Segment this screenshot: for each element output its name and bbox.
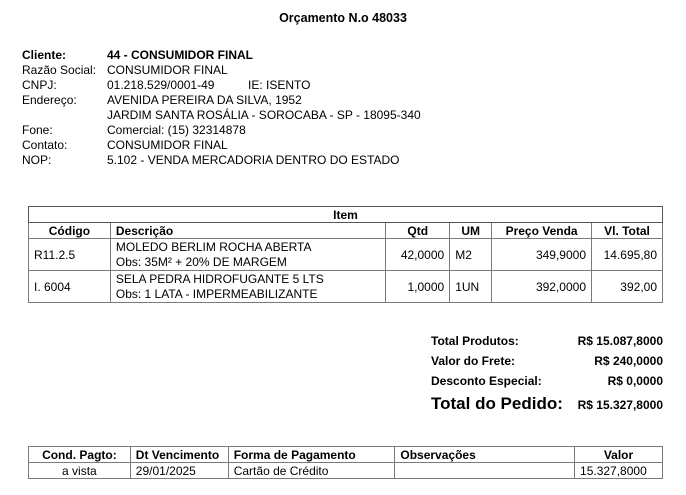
total-pedido-value: R$ 15.327,8000 [577,398,663,412]
pay-observacoes [395,463,575,479]
col-descricao: Descrição [110,223,385,239]
item-um: M2 [450,239,492,271]
col-dt-vencimento: Dt Vencimento [130,447,228,463]
item-qtd: 1,0000 [386,271,450,303]
table-row [29,239,663,271]
items-caption: Item [29,207,663,223]
item-preco: 349,9000 [492,239,592,271]
item-desc-line: MOLEDO BERLIM ROCHA ABERTA [115,239,312,254]
item-codigo: I. 6004 [29,271,111,303]
razao-label: Razão Social: [22,63,97,77]
item-codigo: R11.2.5 [29,239,111,271]
contato-label: Contato: [22,138,68,152]
table-row [29,463,663,479]
payment-table [28,446,663,479]
razao-value: CONSUMIDOR FINAL [107,63,228,77]
pay-valor: 15.327,8000 [575,463,663,479]
col-qtd: Qtd [386,223,450,239]
ie-value: IE: ISENTO [248,78,311,92]
item-total: 392,00 [592,271,663,303]
item-obs-line: Obs: 35M² + 20% DE MARGEM [115,254,287,269]
col-codigo: Código [29,223,111,239]
total-produtos-label: Total Produtos: [431,334,519,348]
item-total: 14.695,80 [592,239,663,271]
total-pedido-row [431,390,663,416]
col-valor: Valor [575,447,663,463]
desconto-label: Desconto Especial: [431,374,542,388]
nop-label: NOP: [22,153,52,167]
items-table [28,206,663,303]
col-observacoes: Observações [395,447,575,463]
frete-row [431,350,663,370]
table-row [29,271,663,303]
item-descricao [110,239,385,271]
item-preco: 392,0000 [492,271,592,303]
cnpj-label: CNPJ: [22,78,57,92]
pay-cond: a vista [29,463,131,479]
cnpj-value: 01.218.529/0001-49 [107,78,215,92]
desconto-value: R$ 0,0000 [607,374,663,388]
frete-value: R$ 240,0000 [594,354,663,368]
item-um: 1UN [450,271,492,303]
total-pedido-label: Total do Pedido: [431,394,563,413]
nop-value: 5.102 - VENDA MERCADORIA DENTRO DO ESTADO [107,153,400,167]
cliente-value: 44 - CONSUMIDOR FINAL [107,48,254,62]
item-obs-line: Obs: 1 LATA - IMPERMEABILIZANTE [115,286,318,301]
total-produtos-value: R$ 15.087,8000 [577,334,663,348]
totals-block [431,330,663,416]
total-produtos-row [431,330,663,350]
pay-forma: Cartão de Crédito [228,463,395,479]
desconto-row [431,370,663,390]
pay-vencimento: 29/01/2025 [130,463,228,479]
frete-label: Valor do Frete: [431,354,516,368]
col-total: Vl. Total [592,223,663,239]
page-title: Orçamento N.o 48033 [279,11,407,25]
col-forma-pagamento: Forma de Pagamento [228,447,395,463]
endereco-line2: JARDIM SANTA ROSÁLIA - SOROCABA - SP - 18095-340 [107,108,421,122]
cliente-label: Cliente: [22,48,67,62]
item-desc-line: SELA PEDRA HIDROFUGANTE 5 LTS [115,271,324,286]
col-um: UM [450,223,492,239]
item-descricao [110,271,385,303]
col-preco: Preço Venda [492,223,592,239]
endereco-line1: AVENIDA PEREIRA DA SILVA, 1952 [107,93,302,107]
contato-value: CONSUMIDOR FINAL [107,138,228,152]
item-qtd: 42,0000 [386,239,450,271]
fone-value: Comercial: (15) 32314878 [107,123,246,137]
endereco-label: Endereço: [22,93,77,107]
col-cond-pagto: Cond. Pagto: [29,447,131,463]
fone-label: Fone: [22,123,53,137]
